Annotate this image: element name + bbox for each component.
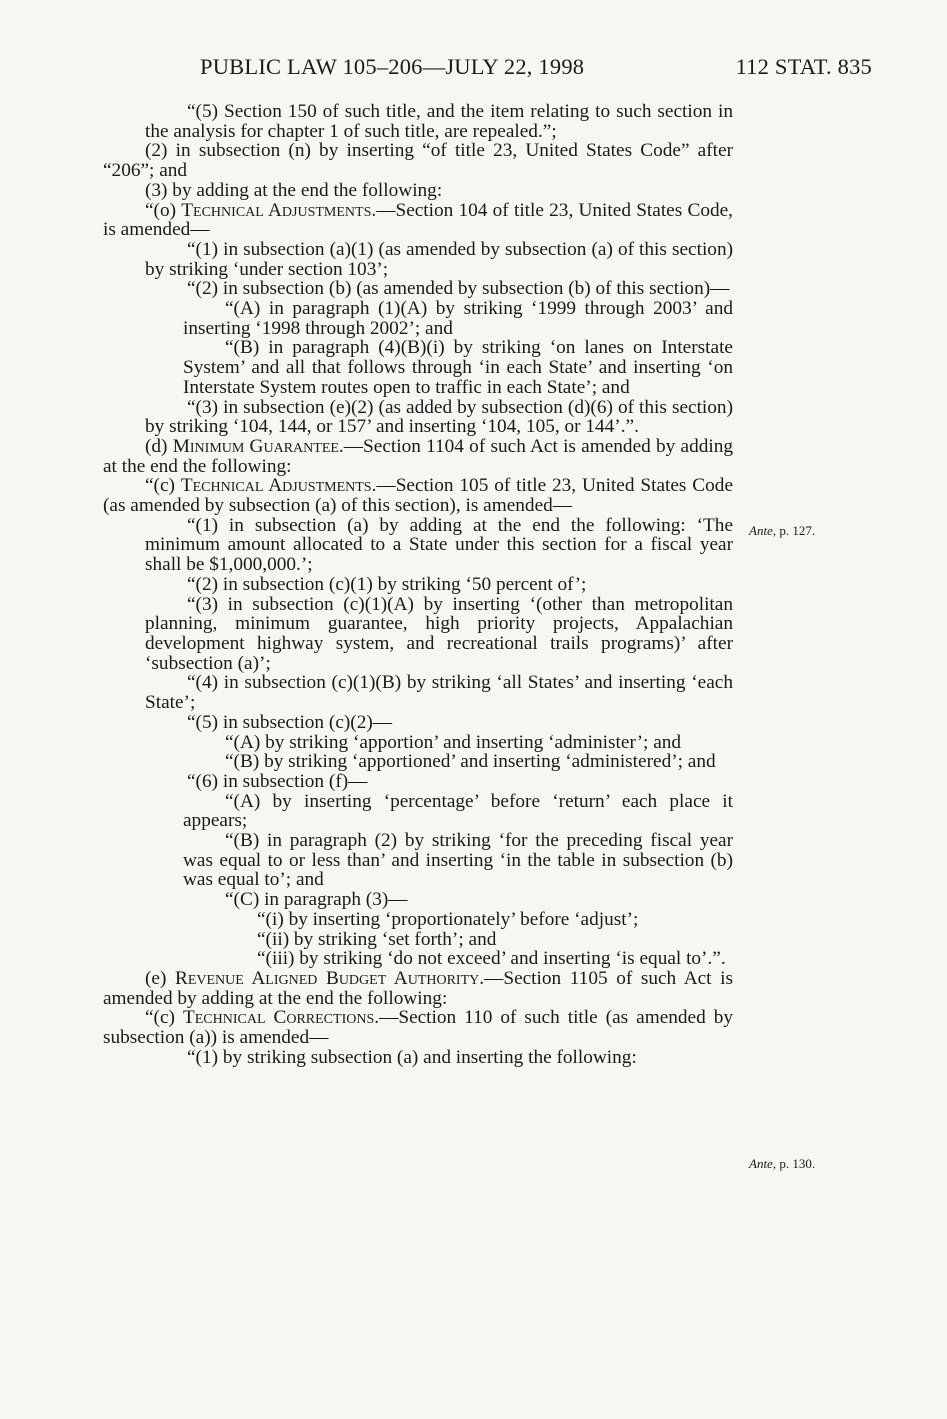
paragraph: “(5) Section 150 of such title, and the item relating to such section in the analysis for chapter 1 of such title, are repealed.”; bbox=[145, 101, 733, 142]
paragraph-text: —Section 105 of title 23, United States Code (as amended by subsection (a) of this section), is amended— bbox=[103, 475, 733, 517]
paragraph: “(B) in paragraph (2) by striking ‘for the preceding fiscal year was equal to or less than’ and inserting ‘in the table in subsection (b) was equal to’; and bbox=[183, 830, 733, 891]
margin-note bbox=[749, 523, 815, 539]
paragraph bbox=[103, 201, 733, 240]
paragraph-text: —Section 110 of such title (as amended by subsection (a)) is amended— bbox=[103, 1007, 734, 1049]
paragraph: “(1) in subsection (a)(1) (as amended by subsection (a) of this section) by striking ‘under section 103’; bbox=[145, 238, 733, 280]
paragraph: “(iii) by striking ‘do not exceed’ and inserting ‘is equal to’.”. bbox=[257, 948, 726, 970]
paragraph: “(3) in subsection (e)(2) (as added by subsection (d)(6) of this section) by striking ‘104, 144, or 157’ and inserting ‘104, 105, or 144’.”. bbox=[145, 396, 733, 438]
paragraph: “(C) in paragraph (3)— bbox=[225, 889, 408, 911]
paragraph bbox=[103, 969, 733, 1008]
paragraph bbox=[103, 1008, 733, 1047]
paragraph: “(1) in subsection (a) by adding at the end the following: ‘The minimum amount allocated to a State under this section for a fiscal year shall be $1,000,000.’; bbox=[145, 514, 733, 576]
paragraph: (3) by adding at the end the following: bbox=[145, 179, 443, 201]
paragraph: “(A) by striking ‘apportion’ and inserting ‘administer’; and bbox=[225, 731, 682, 753]
page-header bbox=[200, 54, 872, 84]
paragraph: “(2) in subsection (b) (as amended by subsection (b) of this section)— bbox=[187, 278, 730, 300]
paragraph: “(3) in subsection (c)(1)(A) by inserting ‘(other than metropolitan planning, minimum guarantee, high priority projects, Appalachian development highway system, and recreational trails programs)’ after ‘subsection (a)’; bbox=[145, 593, 733, 674]
section-heading: Minimum Guarantee. bbox=[172, 435, 344, 457]
section-heading: Revenue Aligned Budget Authority. bbox=[174, 967, 485, 989]
paragraph: “(1) by striking subsection (a) and inserting the following: bbox=[187, 1046, 637, 1068]
paragraph-prefix: “(c) bbox=[145, 475, 181, 497]
body-text bbox=[103, 102, 733, 1067]
section-heading: Technical Corrections. bbox=[182, 1007, 380, 1029]
paragraph bbox=[103, 476, 733, 515]
margin-note bbox=[749, 1156, 815, 1172]
paragraph: “(A) in paragraph (1)(A) by striking ‘1999 through 2003’ and inserting ‘1998 through 2002’; and bbox=[183, 298, 733, 339]
paragraph-text: —Section 1104 of such Act is amended by adding at the end the following: bbox=[103, 435, 734, 477]
paragraph: “(A) by inserting ‘percentage’ before ‘return’ each place it appears; bbox=[183, 790, 733, 832]
paragraph-prefix: (d) bbox=[145, 435, 173, 457]
paragraph-text: —Section 1105 of such Act is amended by adding at the end the following: bbox=[103, 967, 733, 1009]
paragraph: “(6) in subsection (f)— bbox=[187, 770, 368, 792]
paragraph: “(B) in paragraph (4)(B)(i) by striking ‘on lanes on Interstate System’ and all that follows through ‘in each State’ and inserting ‘on Interstate System routes open to traffic in each State’; and bbox=[183, 337, 733, 398]
margin-note-ante: Ante bbox=[749, 523, 773, 538]
paragraph-text: —Section 104 of title 23, United States Code, is amended— bbox=[103, 199, 733, 241]
section-heading: Technical Adjustments. bbox=[181, 199, 377, 221]
margin-note-ante: Ante bbox=[749, 1156, 773, 1171]
paragraph: “(5) in subsection (c)(2)— bbox=[187, 711, 393, 733]
paragraph: “(4) in subsection (c)(1)(B) by striking ‘all States’ and inserting ‘each State’; bbox=[145, 672, 733, 714]
paragraph-prefix: “(c) bbox=[145, 1007, 183, 1029]
header-stat-citation: 112 STAT. 835 bbox=[735, 54, 872, 79]
paragraph bbox=[103, 437, 733, 476]
paragraph: “(B) by striking ‘apportioned’ and inserting ‘administered’; and bbox=[225, 751, 716, 773]
margin-note-page: , p. 127. bbox=[772, 523, 816, 538]
margin-note-page: , p. 130. bbox=[772, 1156, 816, 1171]
paragraph: “(ii) by striking ‘set forth’; and bbox=[257, 928, 497, 950]
section-heading: Technical Adjustments. bbox=[180, 475, 377, 497]
paragraph: “(2) in subsection (c)(1) by striking ‘50 percent of’; bbox=[187, 573, 587, 595]
paragraph-prefix: (e) bbox=[145, 967, 175, 989]
paragraph: “(i) by inserting ‘proportionately’ before ‘adjust’; bbox=[257, 908, 639, 930]
paragraph: (2) in subsection (n) by inserting “of title 23, United States Code” after “206”; and bbox=[103, 140, 733, 182]
header-title: PUBLIC LAW 105–206—JULY 22, 1998 bbox=[200, 54, 585, 79]
paragraph-prefix: “(o) bbox=[145, 199, 182, 221]
